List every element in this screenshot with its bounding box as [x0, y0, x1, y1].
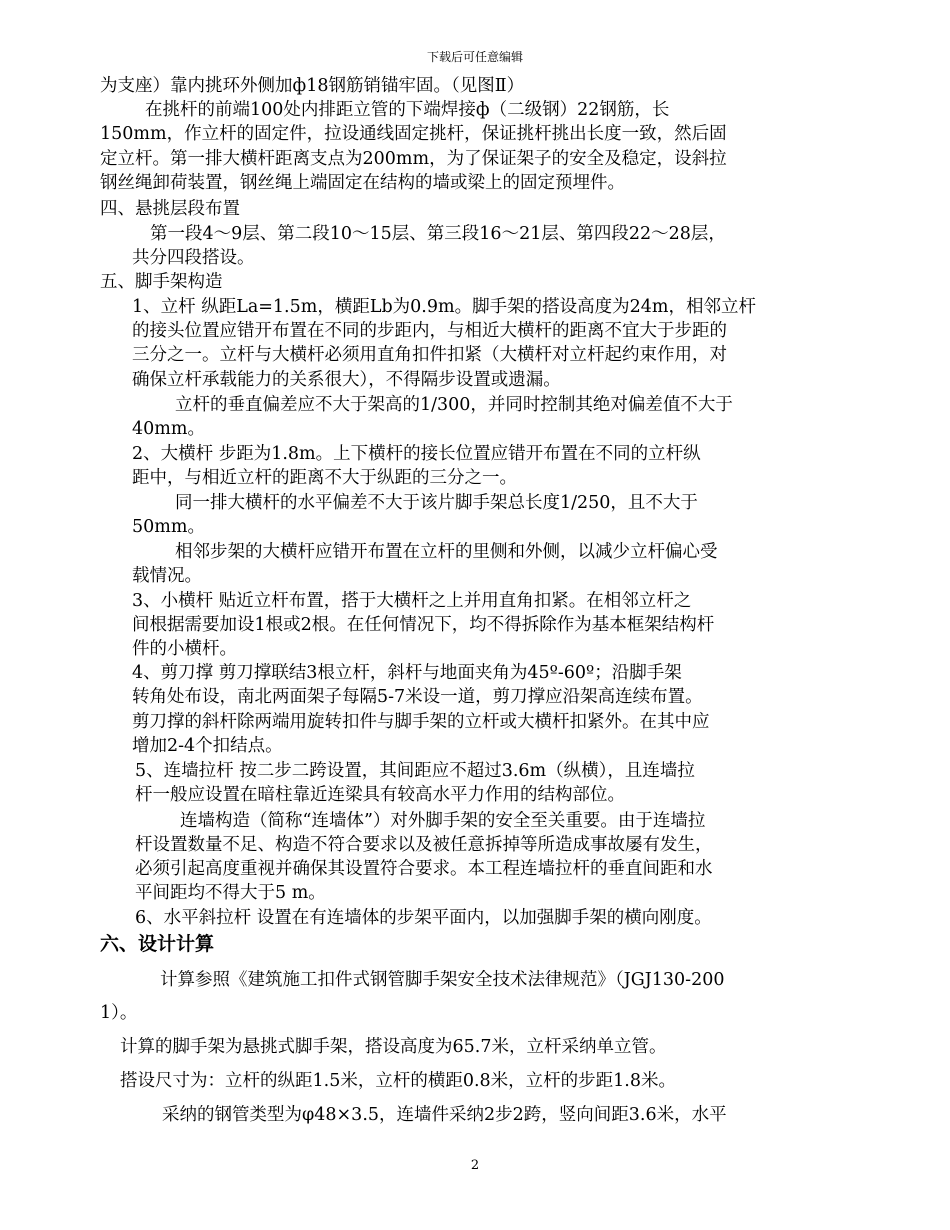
paragraph-line: 计算参照《建筑施工扣件式钢管脚手架安全技术法律规范》（JGJ130-200: [160, 970, 725, 990]
page-header: 下载后可任意编辑: [426, 50, 523, 64]
paragraph-line: 立杆的垂直偏差应不大于架高的1/300，并同时控制其绝对偏差值不大于: [175, 395, 733, 415]
paragraph-line: 1）。: [100, 1003, 138, 1023]
paragraph-line: 4、剪刀撑 剪刀撑联结3根立杆，斜杆与地面夹角为45º-60º；沿脚手架: [132, 663, 682, 683]
paragraph-line: 同一排大横杆的水平偏差不大于该片脚手架总长度1/250，且不大于: [175, 493, 698, 513]
paragraph-line: 间根据需要加设1根或2根。在任何情况下，均不得拆除作为基本框架结构杆: [132, 615, 715, 635]
paragraph-line: 搭设尺寸为：立杆的纵距1.5米，立杆的横距0.8米，立杆的步距1.8米。: [120, 1071, 676, 1091]
paragraph-line: 5、连墙拉杆 按二步二跨设置，其间距应不超过3.6m（纵横），且连墙拉: [135, 761, 695, 781]
paragraph-line: 共分四段搭设。: [132, 248, 255, 268]
paragraph-line: 在挑杆的前端100处内排距立管的下端焊接ф（二级钢）22钢筋，长: [145, 100, 670, 120]
paragraph-line: 载情况。: [132, 566, 202, 586]
paragraph-line: 必须引起高度重视并确保其设置符合要求。本工程连墙拉杆的垂直间距和水: [135, 859, 713, 879]
paragraph-line: 的接头位置应错开布置在不同的步距内，与相近大横杆的距离不宜大于步距的: [132, 321, 727, 341]
paragraph-line: 3、小横杆 贴近立杆布置，搭于大横杆之上并用直角扣紧。在相邻立杆之: [132, 591, 692, 611]
paragraph-line: 确保立杆承载能力的关系很大），不得隔步设置或遗漏。: [132, 370, 561, 390]
paragraph-line: 40mm。: [132, 419, 205, 439]
paragraph-line: 三分之一。立杆与大横杆必须用直角扣件扣紧（大横杆对立杆起约束作用，对: [132, 345, 727, 365]
section-heading: 五、脚手架构造: [100, 272, 223, 292]
paragraph-line: 定立杆。第一排大横杆距离支点为200mm，为了保证架子的安全及稳定，设斜拉: [100, 149, 727, 169]
paragraph-line: 平间距均不得大于5 m。: [135, 883, 326, 903]
paragraph-line: 6、水平斜拉杆 设置在有连墙体的步架平面内，以加强脚手架的横向刚度。: [135, 908, 712, 928]
paragraph-line: 剪刀撑的斜杆除两端用旋转扣件与脚手架的立杆或大横杆扣紧外。在其中应: [132, 712, 710, 732]
paragraph-line: 计算的脚手架为悬挑式脚手架，搭设高度为65.7米，立杆采纳单立管。: [120, 1037, 667, 1057]
paragraph-line: 距中，与相近立杆的距离不大于纵距的三分之一。: [132, 468, 517, 488]
paragraph-line: 杆一般应设置在暗柱靠近连梁具有较高水平力作用的结构部位。: [135, 785, 625, 805]
section-heading: 六、设计计算: [100, 933, 215, 955]
paragraph-line: 增加2-4个扣结点。: [132, 736, 283, 756]
paragraph-line: 为支座）靠内挑环外侧加ф18钢筋销锚牢固。（见图Ⅱ）: [100, 76, 525, 96]
paragraph-line: 相邻步架的大横杆应错开布置在立杆的里侧和外侧，以减少立杆偏心受: [175, 542, 718, 562]
paragraph-line: 件的小横杆。: [132, 639, 237, 659]
paragraph-line: 1、立杆 纵距La=1.5m，横距Lb为0.9m。脚手架的搭设高度为24m，相邻立杆: [132, 297, 756, 317]
paragraph-line: 转角处布设，南北两面架子每隔5-7米设一道，剪刀撑应沿架高连续布置。: [132, 687, 703, 707]
paragraph-line: 连墙构造（简称“连墙体”）对外脚手架的安全至关重要。由于连墙拉: [180, 811, 706, 831]
paragraph-line: 150mm，作立杆的固定件，拉设通线固定挑杆，保证挑杆挑出长度一致，然后固: [100, 124, 727, 144]
paragraph-line: 钢丝绳卸荷装置，钢丝绳上端固定在结构的墙或梁上的固定预埋件。: [100, 173, 625, 193]
paragraph-line: 2、大横杆 步距为1.8m。上下横杆的接长位置应错开布置在不同的立杆纵: [132, 444, 701, 464]
paragraph-line: 杆设置数量不足、构造不符合要求以及被任意拆掉等所造成事故屡有发生，: [135, 835, 713, 855]
page-number: 2: [470, 1158, 480, 1173]
section-heading: 四、悬挑层段布置: [100, 199, 240, 219]
paragraph-line: 50mm。: [132, 517, 205, 537]
paragraph-line: 第一段4～9层、第二段10～15层、第三段16～21层、第四段22～28层，: [150, 224, 726, 244]
paragraph-line: 采纳的钢管类型为φ48×3.5，连墙件采纳2步2跨，竖向间距3.6米，水平: [162, 1105, 727, 1125]
